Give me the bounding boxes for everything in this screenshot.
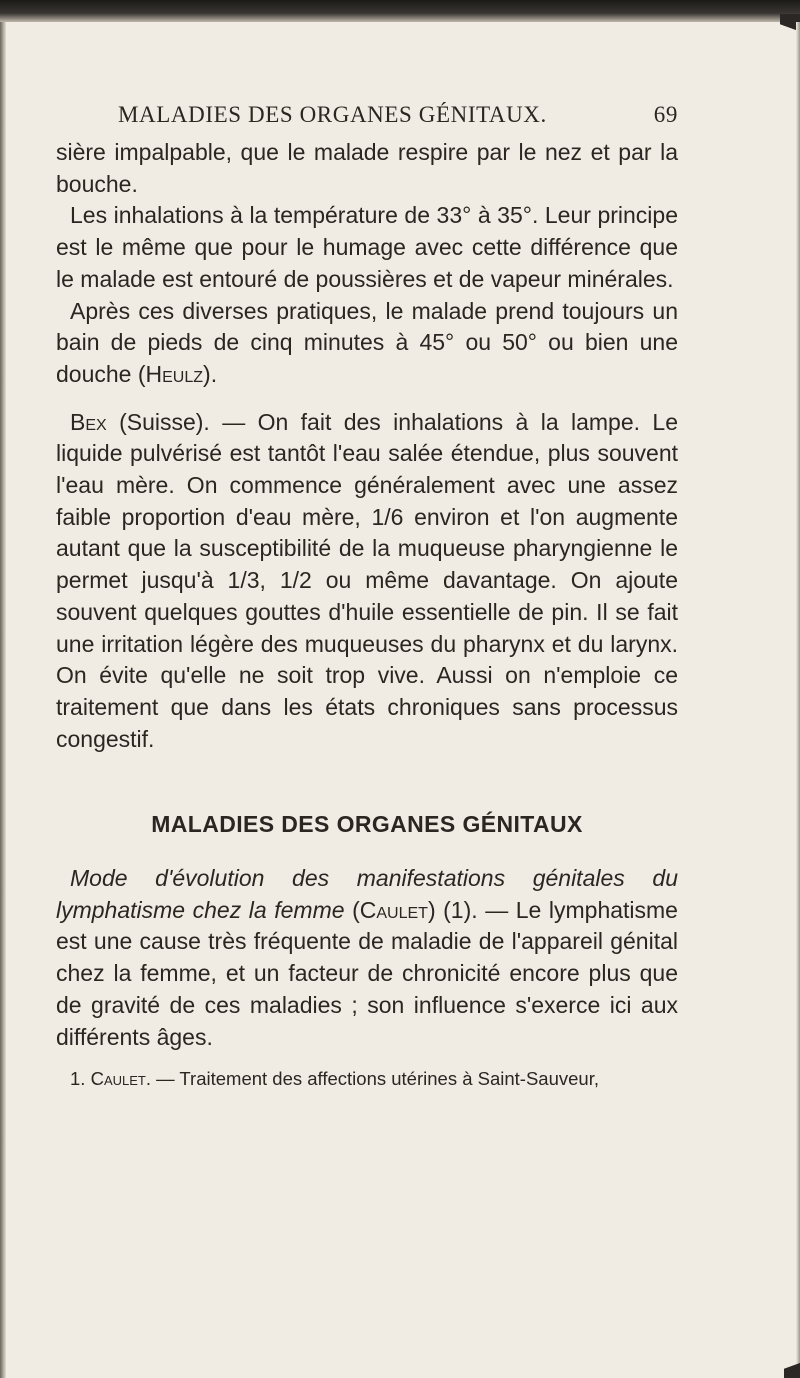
scan-left-edge (0, 22, 6, 1378)
footnote-author: Caulet (90, 1068, 146, 1090)
running-head (56, 98, 678, 134)
paragraph-lymphatisme-ref: ) (1). — (427, 896, 516, 923)
paragraph-inhalations: Les inhalations à la température de 33° à 35°. Leur principe est le même que pour le humage avec cette différence que le malade est entouré de poussières et de vapeur minérales. (56, 202, 678, 292)
scan-corner-mark (784, 1350, 800, 1378)
author-caulet: Caulet (359, 896, 428, 923)
paragraph-bex (56, 407, 678, 756)
page-number: 69 (653, 102, 678, 127)
paragraph-pratiques-end: ). (203, 360, 218, 387)
italic-title: Mode d'évolution des manifestations génitales du lymphatisme chez la femme (56, 865, 678, 923)
body-text (56, 137, 678, 1053)
section-heading: MALADIES DES ORGANES GÉNITAUX (151, 811, 583, 838)
footnote-marker: 1. (70, 1068, 91, 1090)
author-heulz: Heulz (145, 360, 204, 387)
paragraph-lymphatisme (56, 863, 678, 1053)
scan-right-edge (796, 22, 800, 1378)
paragraph-gap (56, 391, 678, 407)
scan-top-shadow (0, 0, 800, 22)
book-page (56, 98, 678, 1091)
paragraph-pratiques-text: Après ces diverses pratiques, le malade prend toujours un bain de pieds de cinq minutes à 45° ou 50° ou bien une douche ( (56, 297, 678, 387)
paragraph-lymphatisme-open: ( (344, 896, 360, 923)
footnote (56, 1067, 678, 1091)
footnote-text: . — Traitement des affections utérines à Saint-Sauveur, (145, 1068, 599, 1090)
paragraph-bex-text: (Suisse). — On fait des inhalations à la lampe. Le liquide pulvérisé est tantôt l'eau salée étendue, plus souvent l'eau mère. On commence généralement avec une assez faible proportion d'eau mère, 1/6 environ et l'on augmente autant que la susceptibilité de la muqueuse pharyngienne le permet jusqu'à 1/3, 1/2 ou même davantage. On ajoute souvent quelques gouttes d'huile essentielle de pin. Il se fait une irritation légère des muqueuses du pharynx et du larynx. On évite qu'elle ne soit trop vive. Aussi on n'emploie ce traitement que dans les états chroniques sans processus congestif. (56, 408, 678, 752)
running-title: MALADIES DES ORGANES GÉNITAUX. (118, 102, 547, 127)
place-bex: Bex (70, 408, 107, 435)
paragraph-lymphatisme-text: Le lymphatisme est une cause très fréquente de maladie de l'appareil génital chez la femme, et un facteur de chronicité encore plus que de gravité de ces maladies ; son influence s'exerce ici aux différents âges. (56, 896, 678, 1050)
paragraph-continuation: sière impalpable, que le malade respire par le nez et par la bouche. (56, 139, 678, 197)
paragraph-pratiques (56, 296, 678, 391)
